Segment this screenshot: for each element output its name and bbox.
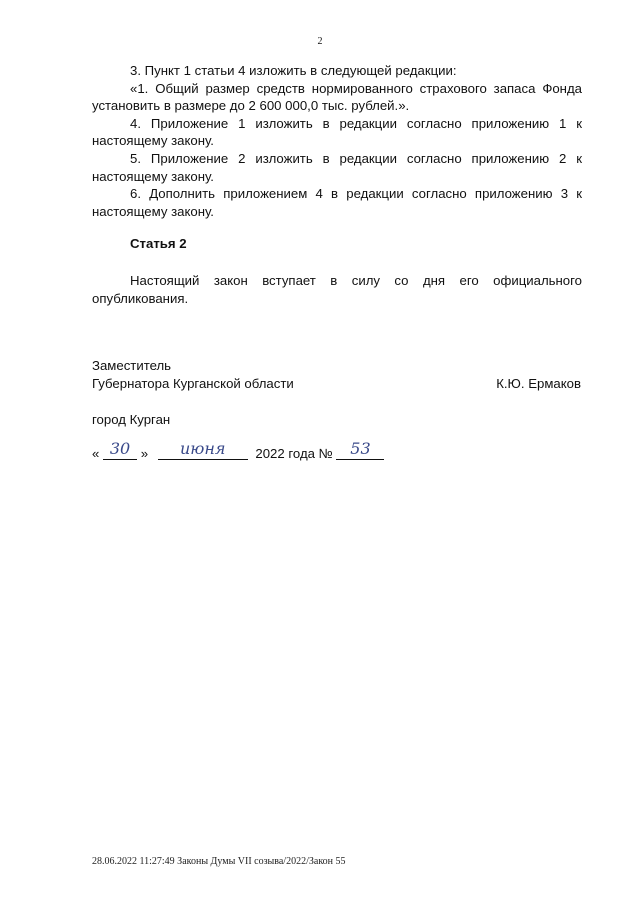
document-footer: 28.06.2022 11:27:49 Законы Думы VII созыва/2022/Закон 55 bbox=[92, 856, 346, 867]
article-heading: Статья 2 bbox=[130, 236, 187, 251]
amendments-list bbox=[92, 62, 582, 220]
close-quote: » bbox=[140, 446, 149, 461]
handwritten-number: 53 bbox=[350, 439, 371, 458]
city-label: город Курган bbox=[92, 412, 171, 427]
year-label: 2022 года № bbox=[255, 446, 333, 461]
signatory-title bbox=[92, 357, 294, 392]
paragraph-quoted-amendment: «1. Общий размер средств нормированного страхового запаса Фонда установить в размере до 2 600 000,0 тыс. рублей.». bbox=[92, 80, 582, 114]
paragraph-item-4: 4. Приложение 1 изложить в редакции согласно приложению 1 к настоящему закону. bbox=[92, 115, 582, 149]
signatory-title-line1: Заместитель bbox=[92, 358, 172, 373]
handwritten-day: 30 bbox=[109, 439, 131, 458]
paragraph-item-6: 6. Дополнить приложением 4 в редакции согласно приложению 3 к настоящему закону. bbox=[92, 186, 582, 219]
signatory-title-line2: Губернатора Курганской области bbox=[92, 375, 294, 391]
date-line bbox=[92, 439, 384, 463]
day-blank bbox=[103, 439, 137, 460]
number-blank bbox=[336, 439, 384, 460]
paragraph-item-3: 3. Пункт 1 статьи 4 изложить в следующей редакции: bbox=[130, 63, 457, 78]
open-quote: « bbox=[92, 446, 100, 461]
handwritten-month: июня bbox=[179, 439, 226, 458]
article-body: Настоящий закон вступает в силу со дня его официального опубликования. bbox=[92, 273, 582, 306]
page-number: 2 bbox=[317, 36, 323, 47]
paragraph-item-5: 5. Приложение 2 изложить в редакции согласно приложению 2 к настоящему закону. bbox=[92, 150, 582, 184]
month-blank bbox=[158, 439, 248, 460]
signatory-name: К.Ю. Ермаков bbox=[496, 375, 581, 391]
